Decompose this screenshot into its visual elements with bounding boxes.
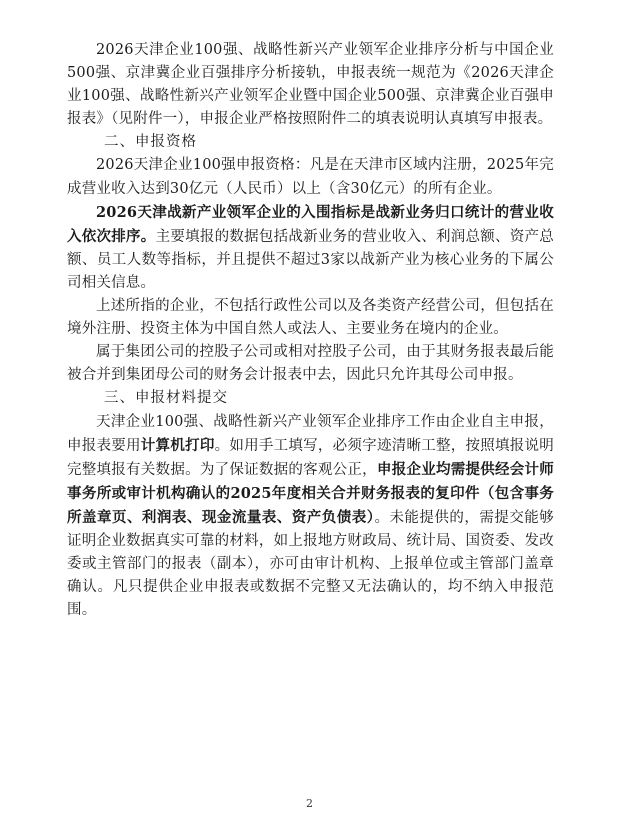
paragraph-exclusions: 上述所指的企业，不包括行政性公司以及各类资产经营公司，但包括在境外注册、投资主体为中国自然人或法人、主要业务在境内的企业。: [67, 298, 554, 338]
paragraph-subsidiaries: 属于集团公司的控股子公司或相对控股子公司，由于其财务报表最后能被合并到集团母公司的财务会计报表中去，因此只允许其母公司申报。: [67, 344, 554, 384]
computer-print-bold: 计算机打印: [140, 436, 215, 454]
submission-manual-fill: 。如用手工填写，必须字迹清晰工整，按照填报说明完整填报有关数据。为了保证数据的客观公正，: [67, 437, 554, 478]
audit-report-requirement-bold: 申报企业均需提供经会计师事务所或审计机构确认的2025年度相关合并财务报表的复印件（包含事务所盖章页、利润表、现金流量表、资产负债表）: [67, 460, 555, 526]
emerging-industry-criteria-bold: 2026天津战新产业领军企业的入围指标是战新业务归口统计的营业收入依次排序。: [67, 203, 554, 245]
paragraph-emerging-industry-criteria: [67, 201, 554, 295]
submission-alternatives: 。未能提供的，需提交能够证明企业数据真实可靠的材料，如上报地方财政局、统计局、国资委、发改委或主管部门的报表（副本），亦可由审计机构、上报单位或主管部门盖章确认。凡只提供企业申报表或数据不完整又无法确认的，均不纳入申报范围。: [67, 509, 554, 619]
page-number: 2: [306, 797, 313, 810]
document-body: [67, 39, 554, 622]
paragraph-ranking-alignment: 2026天津企业100强、战略性新兴产业领军企业排序分析与中国企业500强、京津冀企业百强排序分析接轨，申报表统一规范为《2026天津企业100强、战略性新兴产业领军企业暨中国企业500强、京津冀企业百强申报表》（见附件一），申报企业严格按照附件二的填表说明认真填写申报表。: [67, 42, 554, 128]
emerging-industry-criteria-detail: 主要填报的数据包括战新业务的营业收入、利润总额、资产总额、员工人数等指标，并且提供不超过3家以战新产业为核心业务的下属公司相关信息。: [67, 228, 554, 291]
paragraph-top100-eligibility: 2026天津企业100强申报资格：凡是在天津市区域内注册，2025年完成营业收入达到30亿元（人民币）以上（含30亿元）的所有企业。: [67, 157, 554, 197]
section-heading-submission: 三、申报材料提交: [104, 390, 228, 407]
section-heading-eligibility: 二、申报资格: [104, 134, 197, 151]
submission-intro: 天津企业100强、战略性新兴产业领军企业排序工作由企业自主申报，申报表要用: [67, 413, 554, 454]
paragraph-submission-requirements: [67, 411, 554, 623]
